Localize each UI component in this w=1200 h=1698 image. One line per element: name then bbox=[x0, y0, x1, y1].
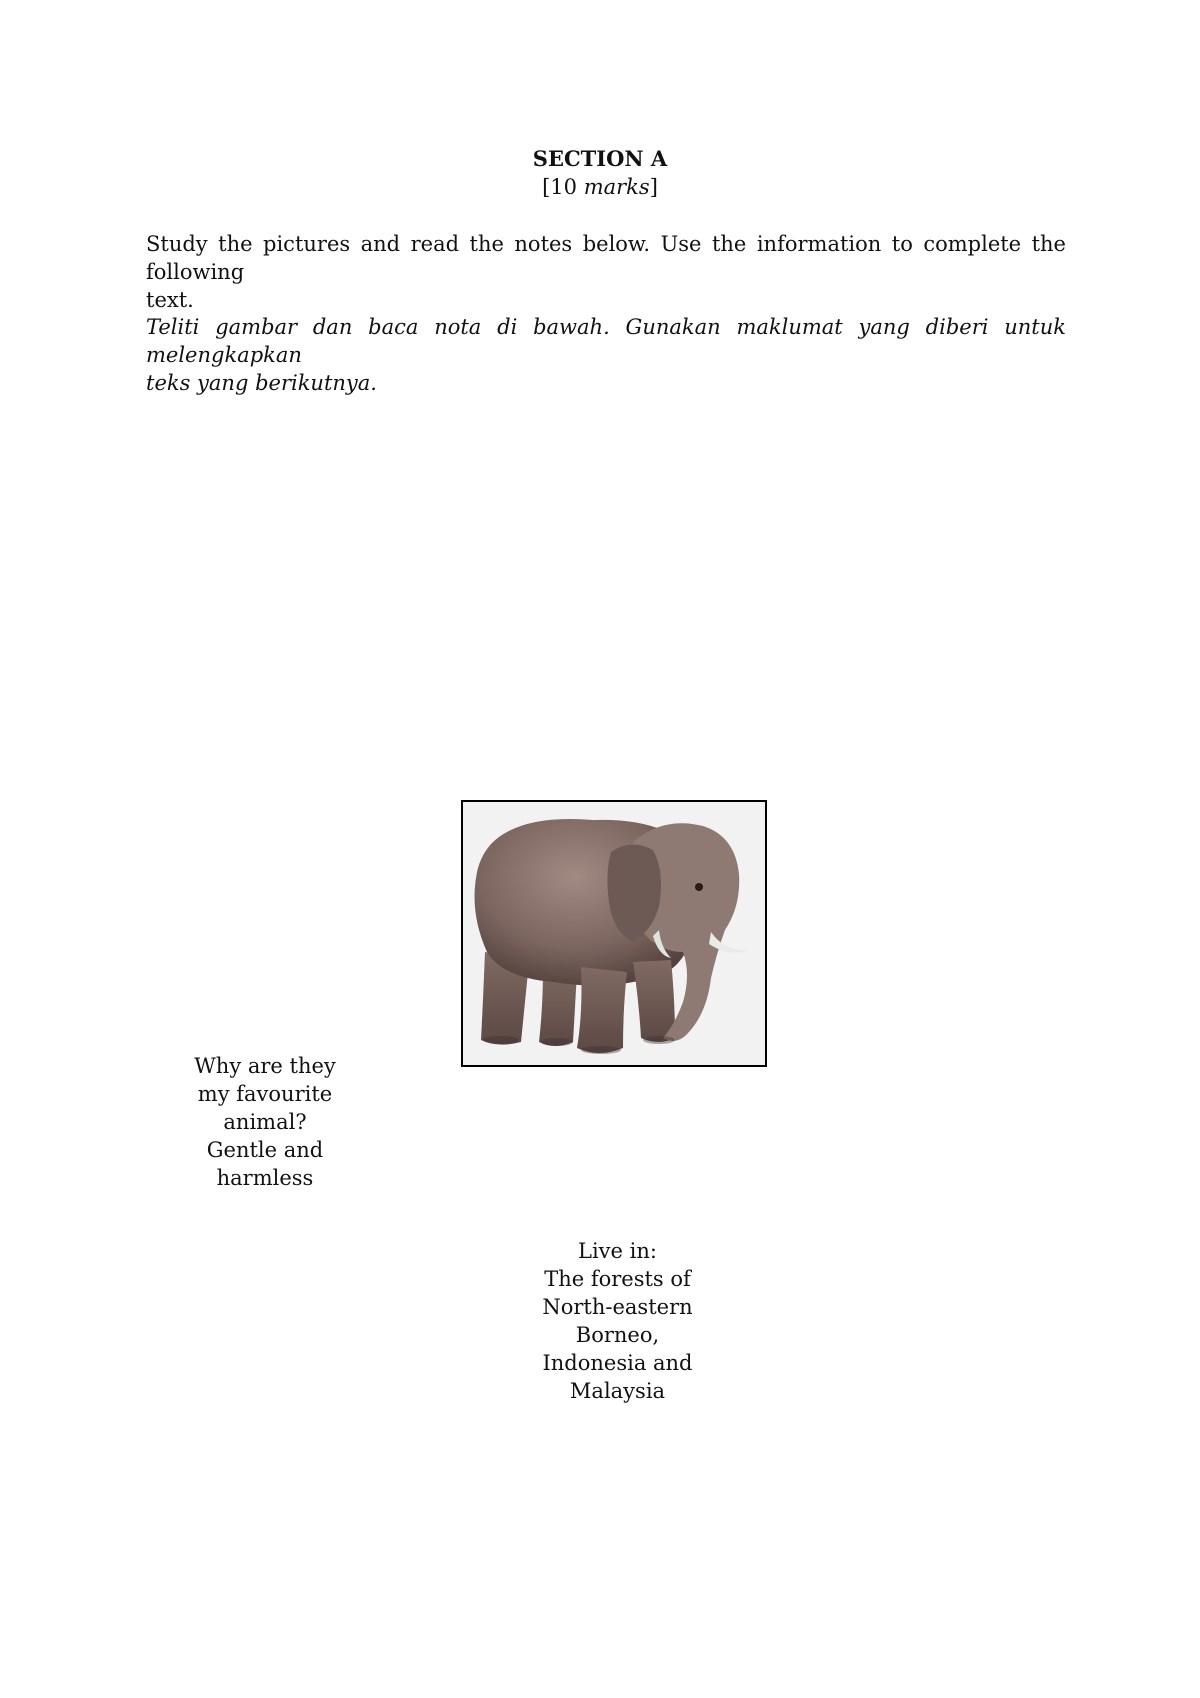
elephant-picture bbox=[461, 800, 767, 1067]
note-line: Borneo, bbox=[575, 1323, 660, 1347]
note-line: Live in: bbox=[578, 1239, 657, 1263]
note-line: Malaysia bbox=[569, 1379, 666, 1403]
note-line: my favourite bbox=[197, 1082, 333, 1106]
marks-open: [10 bbox=[542, 175, 584, 199]
malay-line-1: Teliti gambar dan baca nota di bawah. Gunakan maklumat yang diberi untuk melengkapkan bbox=[146, 315, 1066, 367]
note-line: The forests of bbox=[544, 1267, 691, 1291]
note-line: Gentle and bbox=[206, 1138, 324, 1162]
english-line-1: Study the pictures and read the notes below. Use the information to complete the following bbox=[146, 232, 1066, 284]
note-habitat bbox=[530, 1237, 705, 1405]
section-heading: SECTION A bbox=[532, 146, 668, 171]
marks-label bbox=[0, 175, 1200, 199]
note-favourite-reason bbox=[175, 1052, 355, 1192]
english-instructions bbox=[146, 230, 1066, 314]
marks-close: ] bbox=[649, 175, 658, 199]
english-line-2: text. bbox=[146, 288, 194, 312]
note-line: Why are they bbox=[194, 1054, 336, 1078]
elephant-illustration bbox=[463, 802, 765, 1065]
note-line: harmless bbox=[216, 1166, 314, 1190]
note-line: Indonesia and bbox=[542, 1351, 693, 1375]
malay-line-2: teks yang berikutnya. bbox=[146, 371, 377, 395]
note-line: North-eastern bbox=[542, 1295, 693, 1319]
marks-word: marks bbox=[583, 175, 650, 199]
malay-instructions bbox=[146, 313, 1066, 397]
note-line: animal? bbox=[223, 1110, 307, 1134]
